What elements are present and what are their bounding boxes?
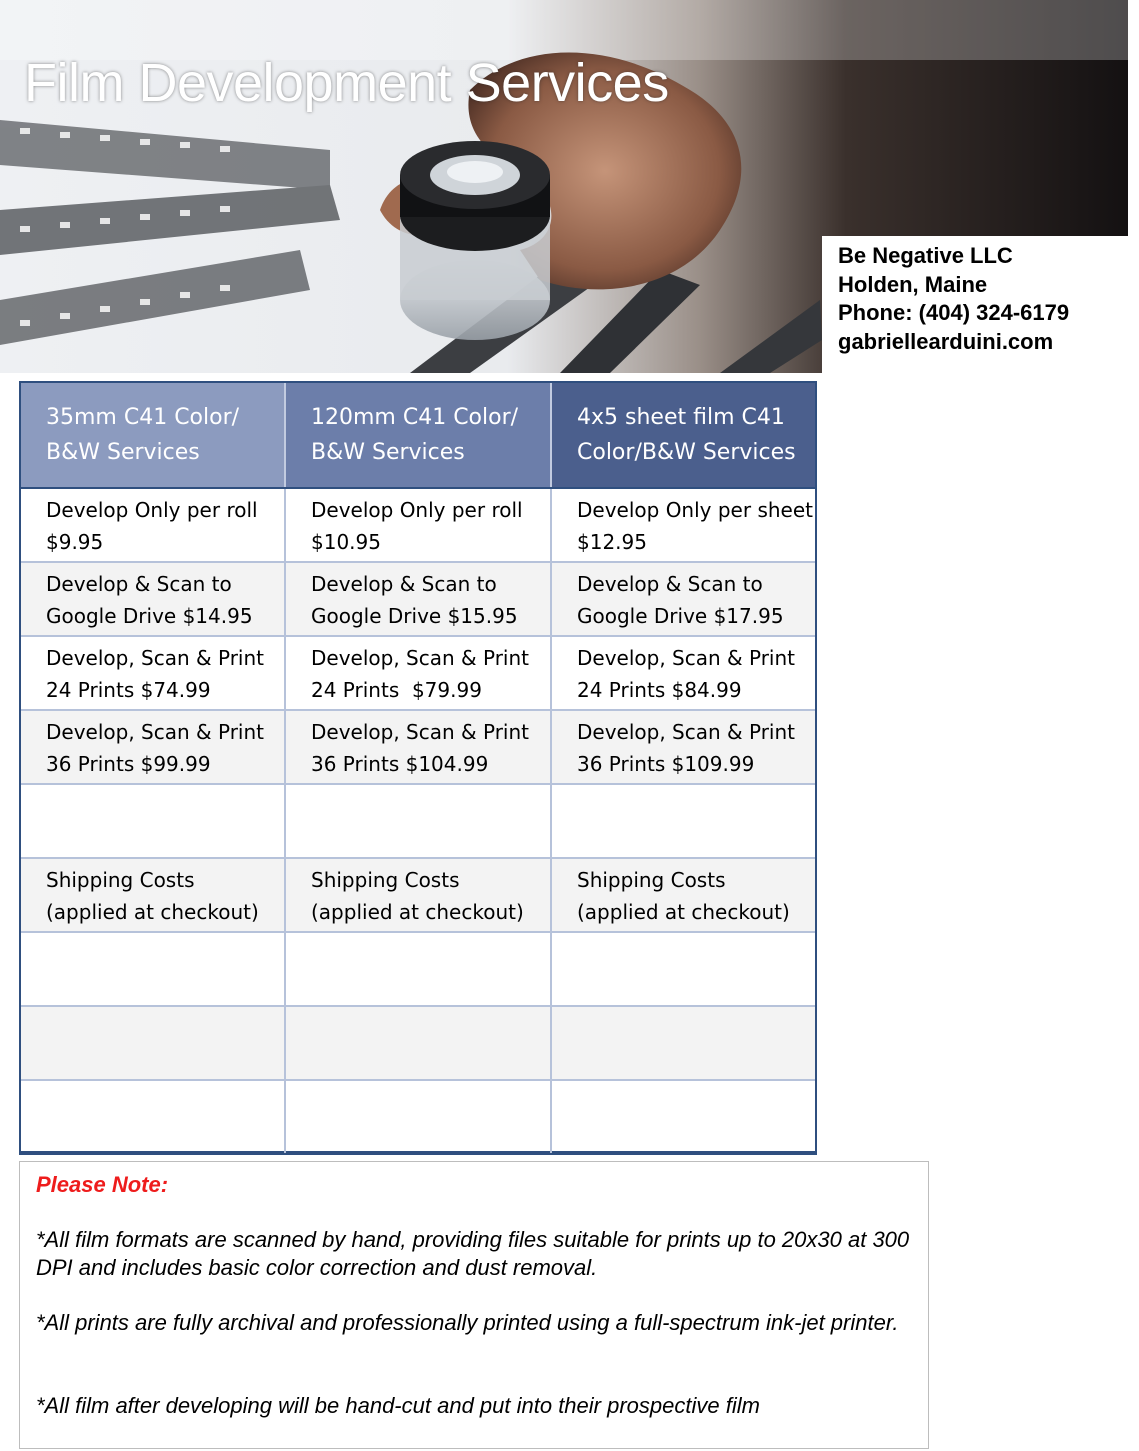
table-cell (286, 933, 552, 1005)
table-cell-line: Shipping Costs (311, 868, 460, 892)
note-prints: *All prints are fully archival and professionally printed using a full-spectrum ink-jet printer. (36, 1310, 899, 1335)
table-cell (286, 711, 552, 783)
header-35mm: 35mm C41 Color/ B&W Services (21, 383, 286, 487)
contact-block (838, 242, 1069, 356)
table-cell (286, 785, 552, 857)
table-cell-line: 36 Prints $109.99 (577, 752, 755, 776)
table-cell-line: Shipping Costs (577, 868, 726, 892)
table-cell-line: 24 Prints $79.99 (311, 678, 482, 702)
table-cell-line: Develop, Scan & Print (577, 720, 795, 744)
table-cell (21, 563, 286, 635)
table-cell (552, 1081, 815, 1153)
table-cell-line: Google Drive $14.95 (46, 604, 253, 628)
table-row (21, 489, 815, 563)
table-cell-line: (applied at checkout) (577, 900, 790, 924)
table-cell (552, 859, 815, 931)
table-cell (286, 637, 552, 709)
table-row (21, 637, 815, 711)
table-cell-line: 24 Prints $74.99 (46, 678, 211, 702)
table-cell-line: (applied at checkout) (46, 900, 259, 924)
table-cell-line: $12.95 (577, 530, 647, 554)
table-cell (552, 933, 815, 1005)
table-row (21, 1081, 815, 1153)
table-cell (552, 1007, 815, 1079)
note-film-cut: *All film after developing will be hand-cut and put into their prospective film (36, 1393, 760, 1418)
table-cell (286, 1007, 552, 1079)
table-cell-line: Develop Only per sheet (577, 498, 813, 522)
price-table (19, 381, 817, 1155)
header-4x5: 4x5 sheet film C41 Color/B&W Services (552, 383, 815, 487)
table-row (21, 563, 815, 637)
table-cell (552, 489, 815, 561)
company-phone: Phone: (404) 324-6179 (838, 300, 1070, 325)
table-cell-line: Develop, Scan & Print (46, 720, 264, 744)
table-cell (286, 1081, 552, 1153)
table-cell (552, 711, 815, 783)
table-cell (286, 563, 552, 635)
table-cell-line: Develop, Scan & Print (577, 646, 795, 670)
table-cell (21, 637, 286, 709)
table-cell-line: Develop, Scan & Print (311, 646, 529, 670)
table-cell (21, 1081, 286, 1153)
table-cell (552, 563, 815, 635)
table-row (21, 1007, 815, 1081)
table-cell-line: Develop & Scan to (311, 572, 497, 596)
table-cell-line: Develop & Scan to (46, 572, 232, 596)
company-website: gabriellearduini.com (838, 328, 1054, 354)
table-cell (21, 1007, 286, 1079)
company-name: Be Negative LLC (838, 243, 1013, 268)
table-cell (286, 859, 552, 931)
table-cell (21, 785, 286, 857)
page-title: Film Development Services (24, 53, 669, 113)
table-row (21, 785, 815, 859)
table-cell-line: 24 Prints $84.99 (577, 678, 742, 702)
table-cell (552, 785, 815, 857)
table-header-row (21, 383, 815, 489)
table-row (21, 859, 815, 933)
table-cell-line: Google Drive $15.95 (311, 604, 518, 628)
notes-title: Please Note: (36, 1172, 169, 1197)
table-cell-line: $9.95 (46, 530, 104, 554)
table-cell (286, 489, 552, 561)
table-body (21, 489, 815, 1153)
header-120mm: 120mm C41 Color/ B&W Services (286, 383, 552, 487)
note-scanning: *All film formats are scanned by hand, providing files suitable for prints up to 20x30 at 300 DPI and includes basic color correction and dust removal. (36, 1227, 910, 1280)
table-cell-line: Develop, Scan & Print (46, 646, 264, 670)
table-row (21, 933, 815, 1007)
table-cell-line: (applied at checkout) (311, 900, 524, 924)
table-cell-line: $10.95 (311, 530, 381, 554)
table-cell-line: 36 Prints $104.99 (311, 752, 489, 776)
table-cell-line: 36 Prints $99.99 (46, 752, 211, 776)
table-row (21, 711, 815, 785)
table-cell (21, 711, 286, 783)
notes-box (19, 1161, 929, 1449)
table-cell-line: Develop Only per roll (46, 498, 258, 522)
table-cell-line: Develop, Scan & Print (311, 720, 529, 744)
table-cell (552, 637, 815, 709)
table-cell (21, 859, 286, 931)
table-cell-line: Develop Only per roll (311, 498, 523, 522)
table-cell-line: Google Drive $17.95 (577, 604, 784, 628)
table-cell (21, 933, 286, 1005)
table-cell-line: Develop & Scan to (577, 572, 763, 596)
table-cell-line: Shipping Costs (46, 868, 195, 892)
company-location: Holden, Maine (838, 271, 988, 297)
table-cell (21, 489, 286, 561)
